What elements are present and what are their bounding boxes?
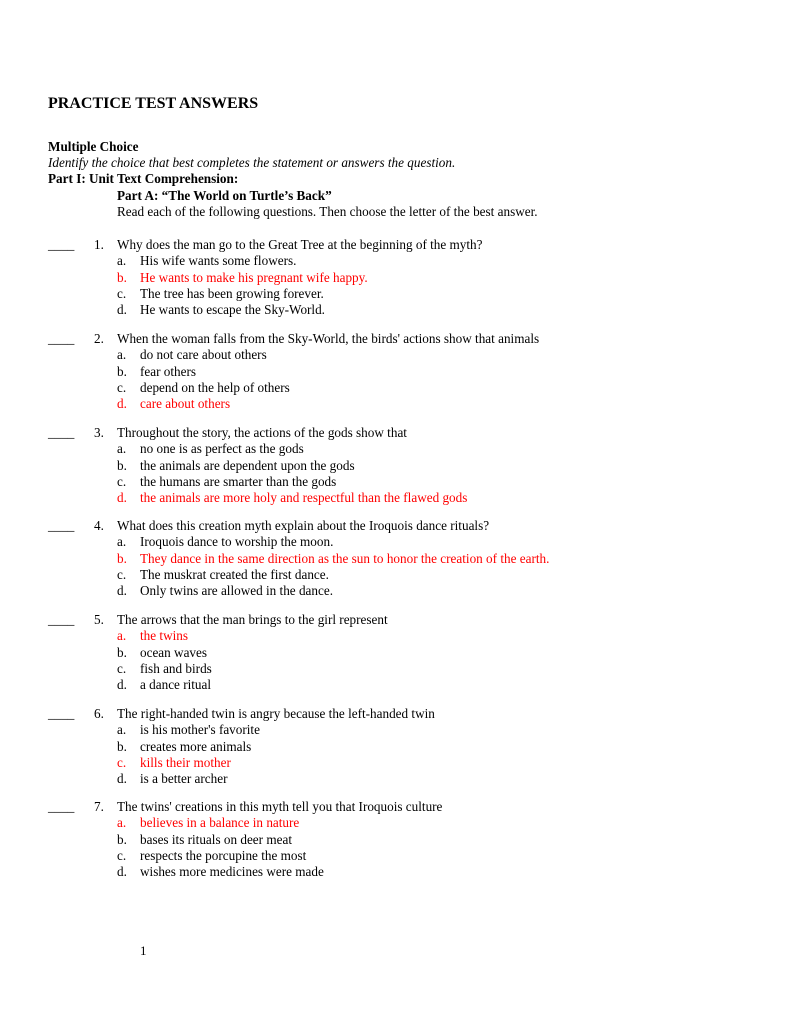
choice-text: respects the porcupine the most: [140, 847, 307, 863]
choice-text: creates more animals: [140, 738, 252, 754]
answer-choice: [0, 441, 791, 457]
answer-choice: [0, 645, 791, 661]
answer-choice: [0, 347, 791, 363]
answer-choice: [0, 677, 791, 693]
answer-choice: [0, 815, 791, 831]
choice-text: the humans are smarter than the gods: [140, 473, 337, 489]
correct-answer-text: the twins: [140, 628, 188, 644]
correct-answer-text: They dance in the same direction as the sun to honor the creation of the earth.: [140, 550, 550, 566]
choice-letter: b.: [117, 550, 127, 566]
question-number: 4.: [94, 518, 104, 533]
answer-blank[interactable]: ____: [48, 706, 75, 721]
instructions: Identify the choice that best completes the statement or answers the question.: [48, 155, 456, 170]
choice-letter: d.: [117, 490, 127, 506]
correct-answer-text: the animals are more holy and respectful than the flawed gods: [140, 490, 468, 506]
choice-letter: d.: [117, 771, 127, 787]
answer-choice: [0, 534, 791, 550]
choice-letter: c.: [117, 660, 127, 676]
correct-answer-text: kills their mother: [140, 754, 231, 770]
choice-text: the animals are dependent upon the gods: [140, 457, 355, 473]
choice-letter: a.: [117, 441, 127, 457]
question-number: 6.: [94, 706, 104, 721]
choice-text: fish and birds: [140, 660, 212, 676]
question-text: Throughout the story, the actions of the gods show that: [117, 425, 407, 440]
correct-answer-text: He wants to make his pregnant wife happy.: [140, 269, 368, 285]
answer-choice: [0, 722, 791, 738]
answer-blank[interactable]: ____: [48, 612, 75, 627]
answer-choice: [0, 364, 791, 380]
answer-choice: [0, 490, 791, 506]
choice-letter: d.: [117, 302, 127, 318]
answer-choice: [0, 848, 791, 864]
correct-answer-text: believes in a balance in nature: [140, 815, 300, 831]
answer-choice: [0, 380, 791, 396]
page-number: 1: [140, 943, 147, 958]
choice-letter: a.: [117, 628, 127, 644]
choice-letter: b.: [117, 831, 127, 847]
choice-letter: c.: [117, 847, 127, 863]
choice-letter: a.: [117, 815, 127, 831]
question-number: 2.: [94, 331, 104, 346]
answer-blank[interactable]: ____: [48, 425, 75, 440]
choice-text: ocean waves: [140, 644, 207, 660]
section-title: Multiple Choice: [48, 139, 139, 154]
question-number: 7.: [94, 799, 104, 814]
choice-letter: b.: [117, 644, 127, 660]
question-text: The arrows that the man brings to the girl represent: [117, 612, 388, 627]
answer-blank[interactable]: ____: [48, 237, 75, 252]
answer-choice: [0, 864, 791, 880]
answer-choice: [0, 832, 791, 848]
question-number: 5.: [94, 612, 104, 627]
question-number: 3.: [94, 425, 104, 440]
answer-choice: [0, 628, 791, 644]
choice-letter: a.: [117, 347, 127, 363]
answer-choice: [0, 270, 791, 286]
choice-letter: d.: [117, 583, 127, 599]
choice-text: Only twins are allowed in the dance.: [140, 583, 333, 599]
choice-letter: c.: [117, 285, 127, 301]
question-text: What does this creation myth explain about the Iroquois dance rituals?: [117, 518, 490, 533]
answer-choice: [0, 253, 791, 269]
question-text: The right-handed twin is angry because the left-handed twin: [117, 706, 435, 721]
question-text: The twins' creations in this myth tell you that Iroquois culture: [117, 799, 443, 814]
answer-choice: [0, 551, 791, 567]
choice-text: His wife wants some flowers.: [140, 253, 297, 269]
choice-letter: b.: [117, 269, 127, 285]
choice-letter: d.: [117, 396, 127, 412]
question-text: When the woman falls from the Sky-World, the birds' actions show that animals: [117, 331, 540, 346]
answer-choice: [0, 661, 791, 677]
choice-text: is his mother's favorite: [140, 722, 260, 738]
part-title: Part I: Unit Text Comprehension:: [48, 171, 239, 186]
answer-blank[interactable]: ____: [48, 518, 75, 533]
choice-letter: b.: [117, 457, 127, 473]
answer-choice: [0, 458, 791, 474]
choice-text: do not care about others: [140, 347, 267, 363]
choice-text: depend on the help of others: [140, 379, 290, 395]
choice-letter: d.: [117, 677, 127, 693]
choice-text: The tree has been growing forever.: [140, 285, 324, 301]
answer-choice: [0, 739, 791, 755]
question-text: Why does the man go to the Great Tree at the beginning of the myth?: [117, 237, 483, 252]
choice-letter: b.: [117, 738, 127, 754]
choice-text: bases its rituals on deer meat: [140, 831, 292, 847]
answer-choice: [0, 755, 791, 771]
answer-choice: [0, 396, 791, 412]
choice-text: fear others: [140, 363, 197, 379]
choice-text: He wants to escape the Sky-World.: [140, 302, 325, 318]
choice-letter: a.: [117, 253, 127, 269]
choice-letter: a.: [117, 722, 127, 738]
answer-choice: [0, 771, 791, 787]
choice-letter: a.: [117, 534, 127, 550]
correct-answer-text: care about others: [140, 396, 231, 412]
answer-choice: [0, 286, 791, 302]
choice-text: wishes more medicines were made: [140, 864, 324, 880]
choice-text: is a better archer: [140, 771, 228, 787]
choice-text: Iroquois dance to worship the moon.: [140, 534, 334, 550]
choice-letter: c.: [117, 473, 127, 489]
choice-letter: c.: [117, 754, 127, 770]
choice-letter: c.: [117, 379, 127, 395]
answer-blank[interactable]: ____: [48, 331, 75, 346]
answer-choice: [0, 474, 791, 490]
choice-text: The muskrat created the first dance.: [140, 566, 329, 582]
answer-choice: [0, 567, 791, 583]
choice-text: a dance ritual: [140, 677, 212, 693]
question-number: 1.: [94, 237, 104, 252]
choice-letter: b.: [117, 363, 127, 379]
answer-blank[interactable]: ____: [48, 799, 75, 814]
choice-text: no one is as perfect as the gods: [140, 441, 304, 457]
subpart-title: Part A: “The World on Turtle’s Back”: [117, 188, 332, 203]
choice-letter: c.: [117, 566, 127, 582]
answer-choice: [0, 583, 791, 599]
page-title: PRACTICE TEST ANSWERS: [48, 95, 259, 112]
answer-choice: [0, 302, 791, 318]
subpart-directions: Read each of the following questions. Then choose the letter of the best answer.: [117, 204, 538, 219]
choice-letter: d.: [117, 864, 127, 880]
